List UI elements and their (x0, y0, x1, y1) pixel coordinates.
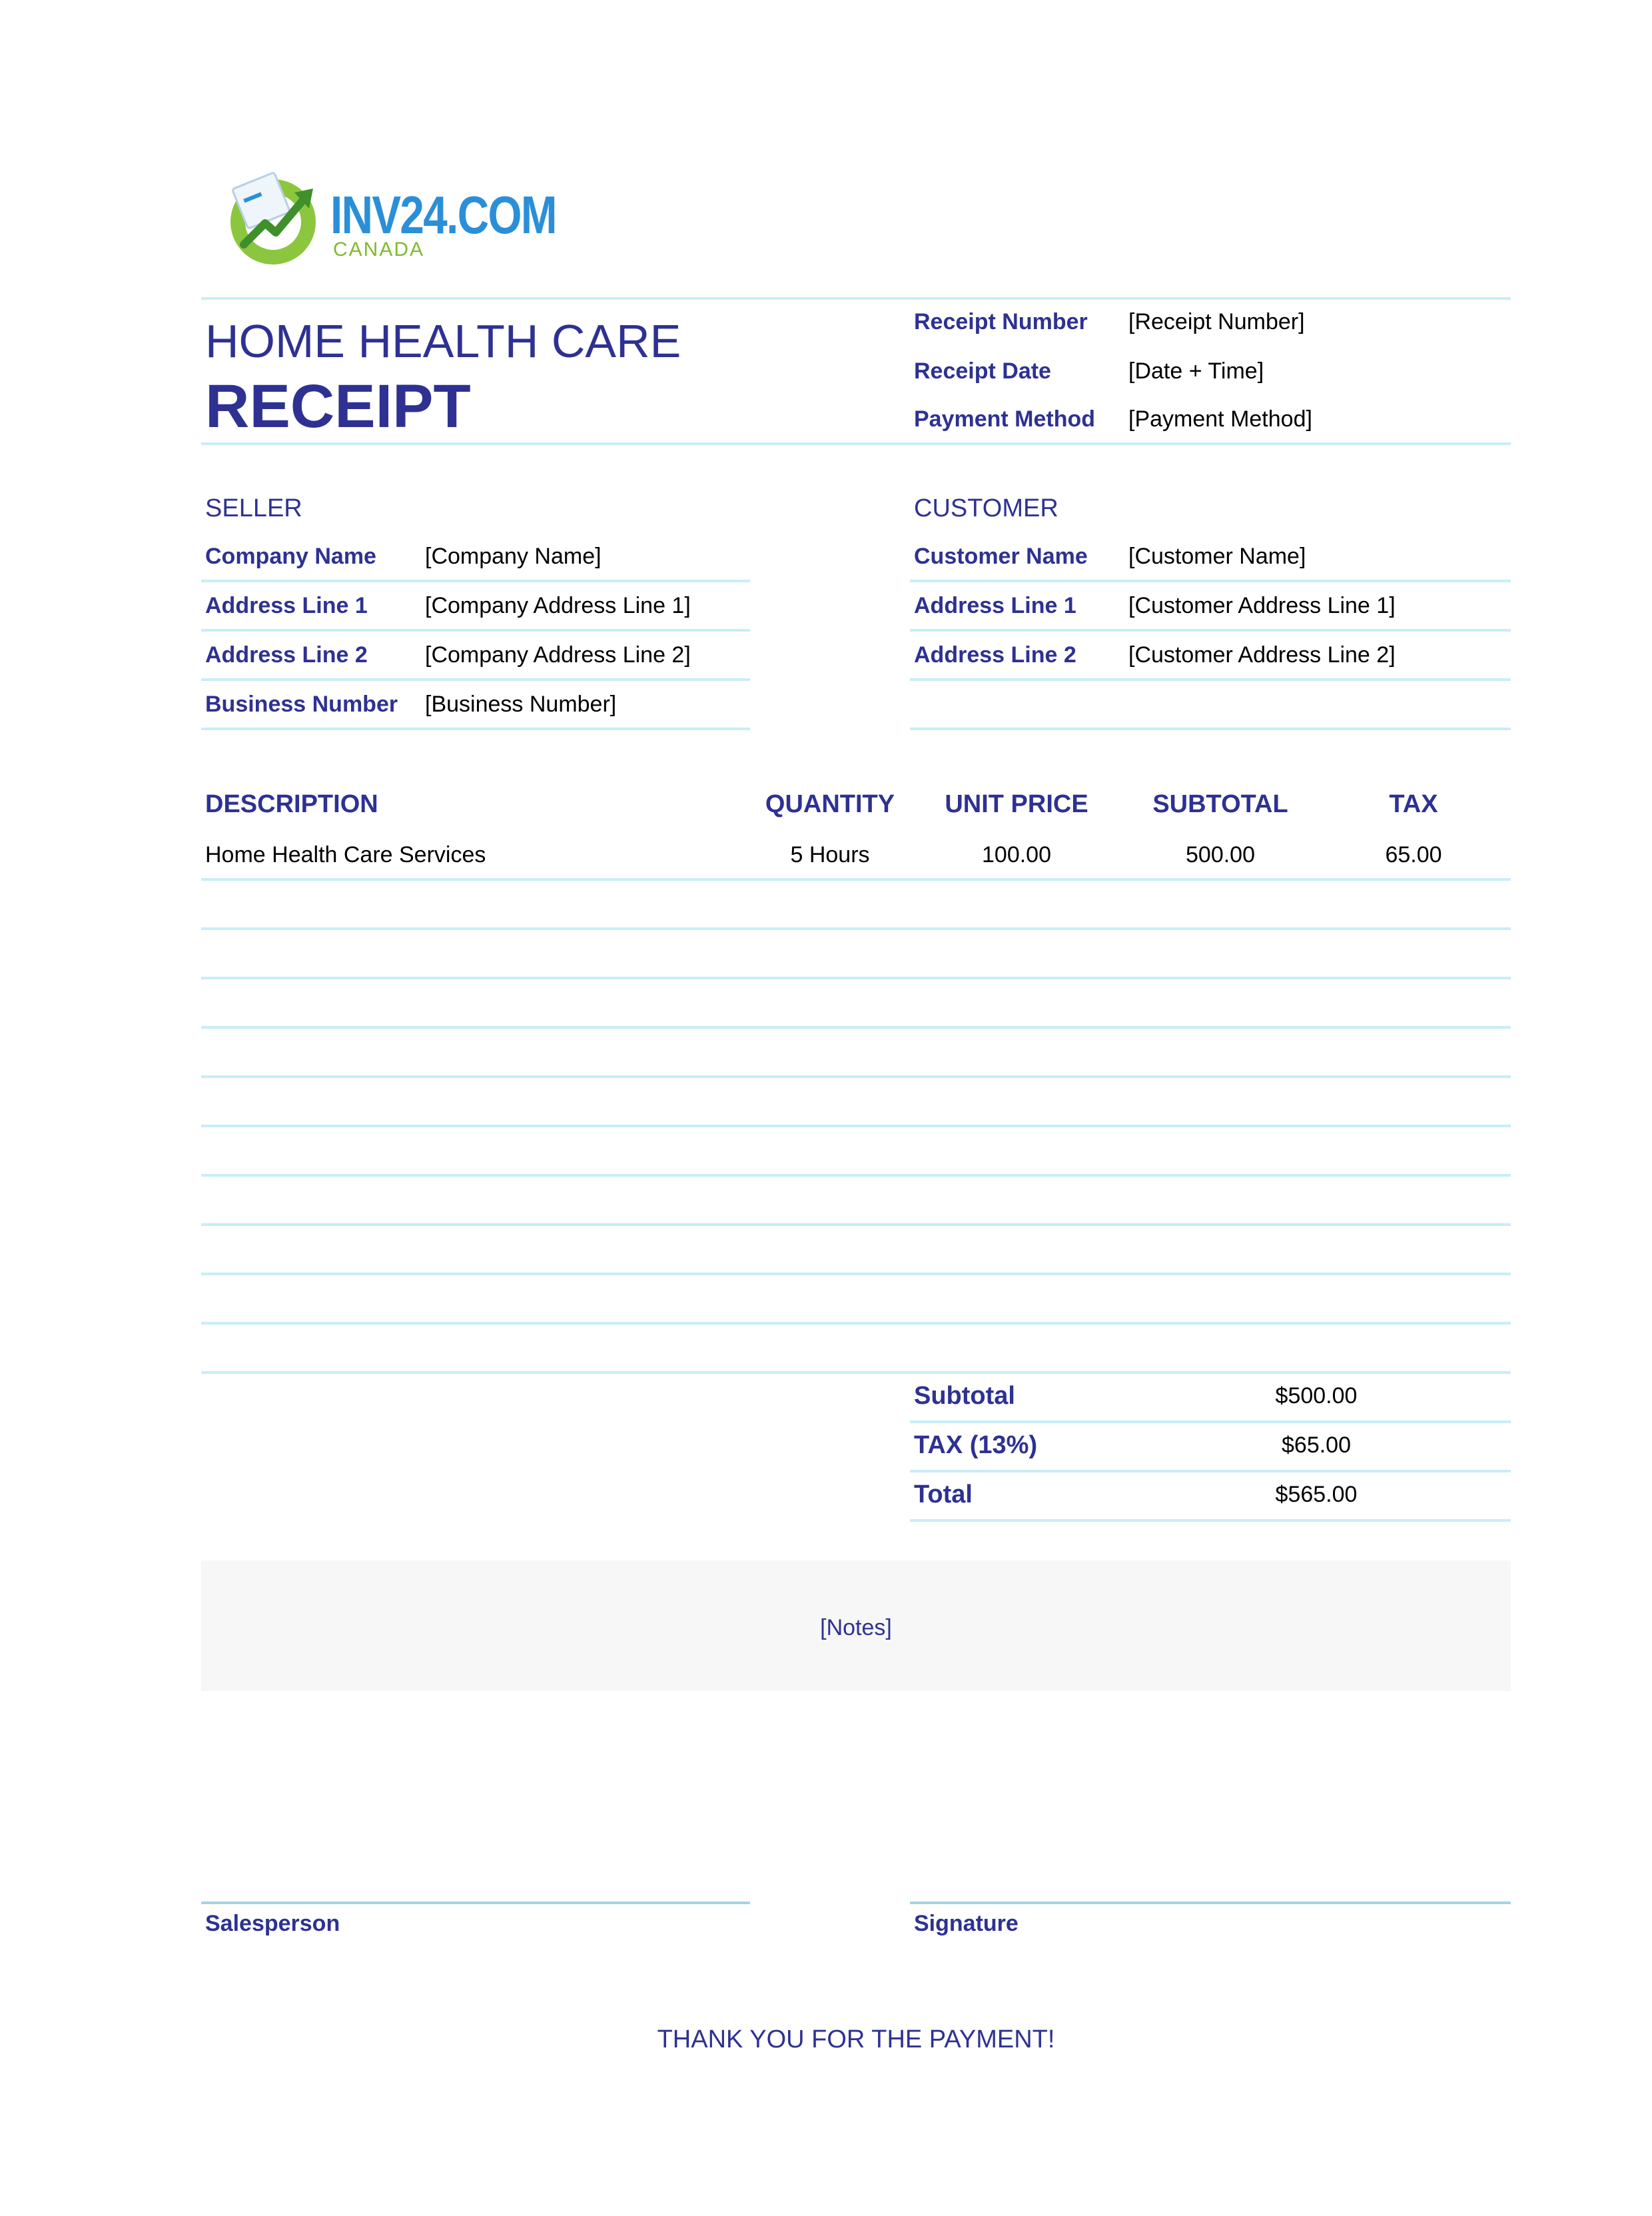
receipt-number-label: Receipt Number (914, 309, 1088, 334)
table-row-rule (201, 927, 1511, 930)
seller-business-number-label: Business Number (205, 692, 398, 717)
table-row-rule (201, 1273, 1511, 1275)
table-row-rule (201, 1125, 1511, 1127)
tax-value: $65.00 (1282, 1432, 1351, 1458)
receipt-number-value: [Receipt Number] (1128, 309, 1305, 334)
item-subtotal: 500.00 (1186, 842, 1255, 867)
customer-name-label: Customer Name (914, 544, 1088, 569)
customer-address-1-label: Address Line 1 (914, 593, 1076, 618)
customer-row-rule (910, 678, 1511, 681)
company-logo (225, 170, 556, 270)
totals-row-rule (910, 1470, 1511, 1472)
seller-row-rule (201, 580, 750, 582)
logo-icon (225, 170, 325, 270)
item-quantity: 5 Hours (790, 842, 870, 867)
subtotal-label: Subtotal (914, 1382, 1015, 1410)
total-label: Total (914, 1480, 973, 1508)
customer-row-rule (910, 629, 1511, 632)
payment-method-value: [Payment Method] (1128, 406, 1312, 432)
table-row-rule (201, 1223, 1511, 1226)
seller-address-1-value: [Company Address Line 1] (425, 593, 691, 618)
customer-row-rule (910, 728, 1511, 730)
receipt-date-value: [Date + Time] (1128, 358, 1264, 384)
table-row-rule (201, 878, 1511, 881)
totals-row-rule (910, 1519, 1511, 1522)
seller-row-rule (201, 678, 750, 681)
customer-name-value: [Customer Name] (1128, 544, 1306, 569)
table-row-rule (201, 1075, 1511, 1078)
header-top-rule (201, 297, 1511, 300)
notes-box (201, 1560, 1511, 1691)
subtotal-value: $500.00 (1275, 1383, 1358, 1408)
customer-heading: CUSTOMER (914, 494, 1058, 522)
document-subtitle: HOME HEALTH CARE (205, 315, 681, 367)
seller-address-2-label: Address Line 2 (205, 642, 368, 668)
column-header-quantity: QUANTITY (765, 790, 895, 818)
seller-row-rule (201, 728, 750, 730)
table-row-rule (201, 1371, 1511, 1374)
seller-address-2-value: [Company Address Line 2] (425, 642, 691, 668)
item-description: Home Health Care Services (205, 842, 486, 867)
customer-address-1-value: [Customer Address Line 1] (1128, 593, 1396, 618)
table-row-rule (201, 977, 1511, 979)
signature-line (910, 1902, 1511, 1904)
customer-address-2-label: Address Line 2 (914, 642, 1076, 668)
signature-label: Signature (914, 1911, 1019, 1936)
logo-title: INV24.COM (330, 185, 556, 245)
total-value: $565.00 (1275, 1482, 1358, 1507)
seller-business-number-value: [Business Number] (425, 692, 617, 717)
totals-row-rule (910, 1420, 1511, 1423)
column-header-unit-price: UNIT PRICE (945, 790, 1088, 818)
column-header-subtotal: SUBTOTAL (1152, 790, 1288, 818)
customer-row-rule (910, 580, 1511, 582)
item-unit-price: 100.00 (982, 842, 1051, 867)
seller-company-name-label: Company Name (205, 544, 376, 569)
payment-method-label: Payment Method (914, 406, 1096, 432)
thank-you-message: THANK YOU FOR THE PAYMENT! (657, 2025, 1055, 2053)
column-header-tax: TAX (1389, 790, 1438, 818)
logo-region: CANADA (333, 239, 425, 261)
column-header-description: DESCRIPTION (205, 790, 378, 818)
salesperson-signature-line (201, 1902, 750, 1904)
seller-address-1-label: Address Line 1 (205, 593, 368, 618)
customer-address-2-value: [Customer Address Line 2] (1128, 642, 1396, 668)
notes-text: [Notes] (820, 1615, 892, 1640)
receipt-date-label: Receipt Date (914, 358, 1051, 384)
table-row-rule (201, 1026, 1511, 1029)
header-bottom-rule (201, 442, 1511, 445)
seller-company-name-value: [Company Name] (425, 544, 602, 569)
table-row-rule (201, 1174, 1511, 1177)
seller-row-rule (201, 629, 750, 632)
seller-heading: SELLER (205, 494, 302, 522)
item-tax: 65.00 (1385, 842, 1442, 867)
table-row-rule (201, 1322, 1511, 1325)
salesperson-label: Salesperson (205, 1911, 340, 1936)
document-title: RECEIPT (205, 372, 471, 440)
tax-label: TAX (13%) (914, 1431, 1038, 1459)
